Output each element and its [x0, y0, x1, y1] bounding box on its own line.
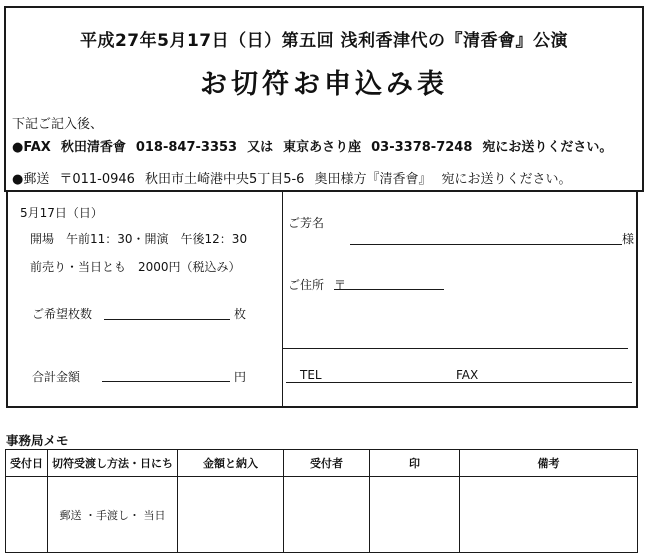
tickets-unit: 枚 [234, 307, 247, 321]
tel-fax-field[interactable] [286, 382, 632, 383]
event-price: 前売り・当日とも 2000円（税込み） [30, 260, 241, 274]
event-times: 開場 午前11：30・開演 午後12：30 [30, 232, 248, 246]
memo-col-delivery: 切符受渡し方法・日にち [48, 450, 178, 477]
memo-delivery-options[interactable]: 郵送 ・手渡し・ 当日 [48, 477, 178, 553]
total-label: 合計金額 [32, 370, 81, 384]
name-suffix: 様 [622, 232, 635, 246]
tel-label: TEL [300, 368, 322, 382]
form-title: お切符お申込み表 [200, 69, 448, 100]
memo-body-row [6, 477, 638, 553]
mail-suffix: 宛にお送りください。 [441, 172, 572, 187]
fax-org: 秋田清香會 [60, 140, 126, 155]
order-form-box [6, 192, 638, 408]
total-unit: 円 [234, 370, 247, 384]
memo-seal-cell[interactable] [370, 477, 460, 553]
office-memo-label: 事務局メモ [6, 433, 69, 448]
form-divider [282, 192, 283, 406]
fax-or: 又は [247, 140, 274, 155]
mail-postal: 〒011-0946 [59, 172, 135, 187]
tickets-label: ご希望枚数 [32, 307, 93, 321]
name-field[interactable] [350, 244, 622, 245]
memo-col-seal: 印 [370, 450, 460, 477]
total-field[interactable] [102, 381, 230, 382]
mail-label: ●郵送 [12, 172, 50, 187]
fax-suffix: 宛にお送りください。 [482, 140, 613, 155]
memo-col-notes: 備考 [460, 450, 638, 477]
memo-receiver-cell[interactable] [284, 477, 370, 553]
memo-notes-cell[interactable] [460, 477, 638, 553]
postal-mark: 〒 [334, 278, 347, 292]
fax-theatre-number: 03-3378-7248 [371, 140, 473, 155]
mail-recipient: 奥田様方『清香會』 [314, 172, 432, 187]
fax-theatre: 東京あさり座 [283, 140, 362, 155]
header-box [4, 6, 644, 192]
mail-address: 秋田市土崎港中央5丁目5-6 [144, 172, 305, 187]
address-line[interactable] [282, 348, 628, 349]
address-label: ご住所 [288, 278, 325, 292]
memo-date-cell[interactable] [6, 477, 48, 553]
mail-line [12, 168, 571, 187]
fax-org-number: 018-847-3353 [135, 140, 238, 155]
name-label: ご芳名 [288, 216, 325, 230]
memo-col-date: 受付日 [6, 450, 48, 477]
memo-header-row [6, 450, 638, 477]
instruction-text: 下記ご記入後、 [12, 117, 104, 132]
postal-field[interactable] [334, 289, 444, 290]
fax-label: ●FAX [12, 140, 51, 155]
tickets-field[interactable] [104, 319, 230, 320]
fax-line [12, 136, 612, 155]
memo-col-receiver: 受付者 [284, 450, 370, 477]
event-date: 5月17日（日） [20, 206, 103, 220]
event-title: 平成27年5月17日（日）第五回 浅利香津代の『清香會』公演 [79, 31, 569, 51]
fax-field-label: FAX [456, 368, 479, 382]
memo-amount-cell[interactable] [178, 477, 284, 553]
memo-col-amount: 金額と納入 [178, 450, 284, 477]
office-memo-table [5, 449, 638, 553]
